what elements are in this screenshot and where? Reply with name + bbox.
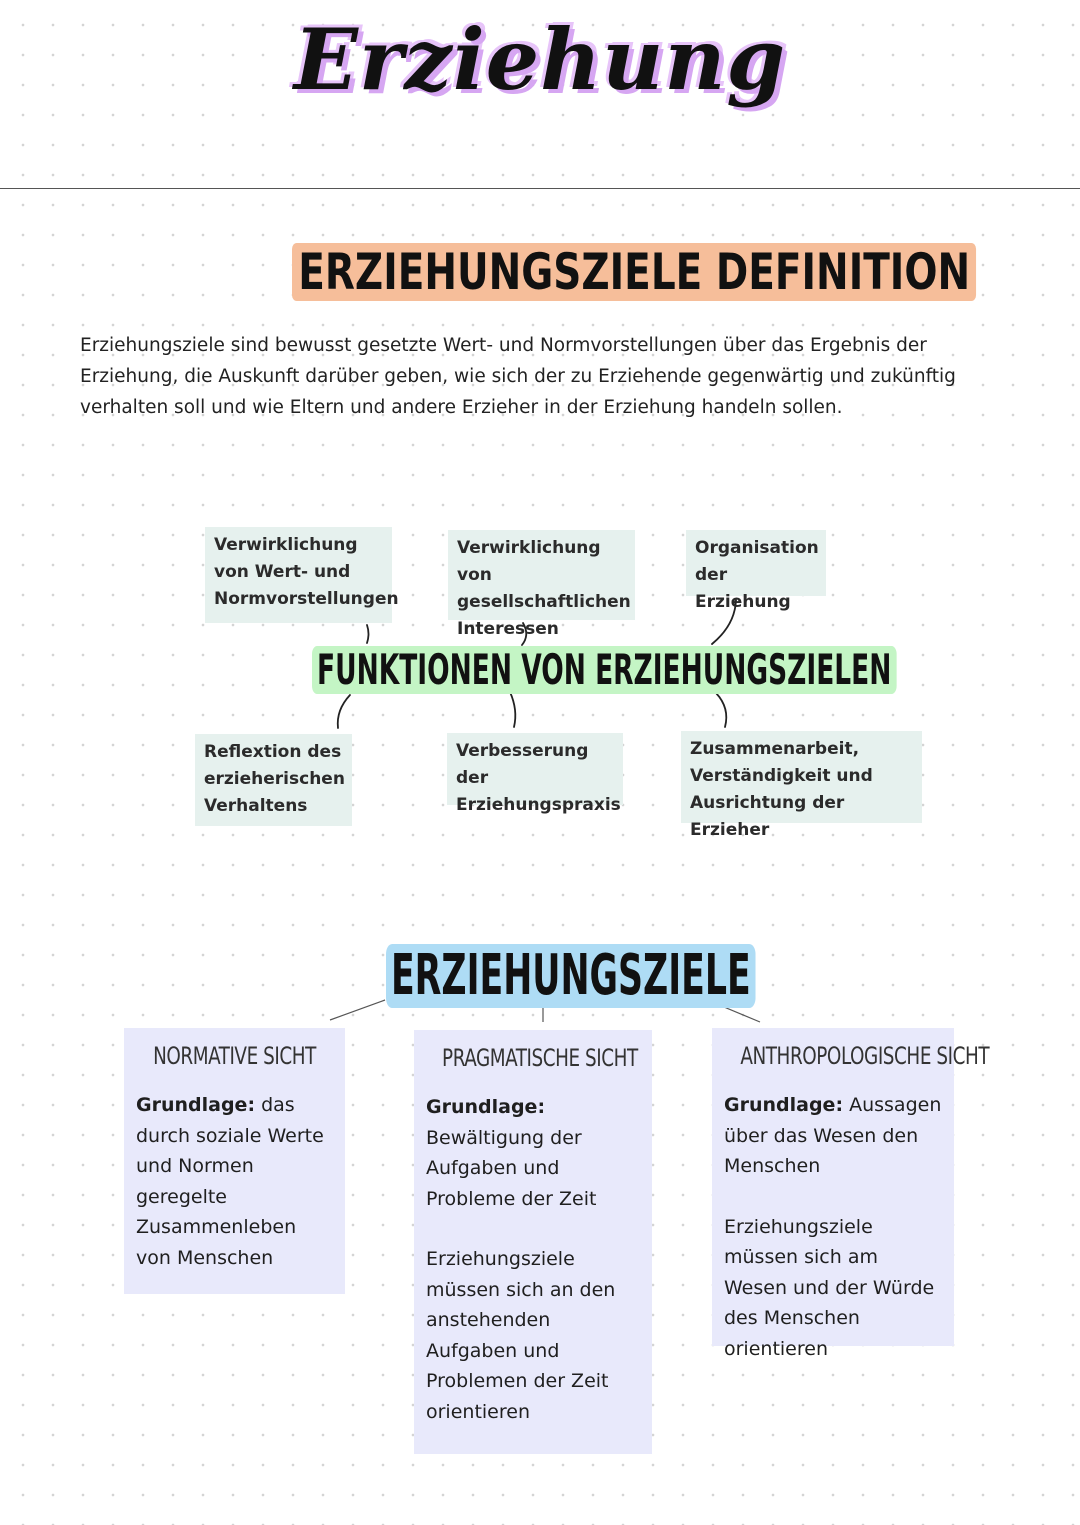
view-orientation-anthropological: Erziehungsziele müssen sich am Wesen und der Würde des Menschen orientieren (724, 1215, 935, 1360)
goals-heading (386, 944, 982, 1008)
connector-bottom-3 (716, 693, 726, 727)
view-box-pragmatic (414, 1030, 652, 1454)
functions-heading-text: FUNKTIONEN VON ERZIEHUNGSZIELEN (312, 646, 896, 694)
definition-heading-text: ERZIEHUNGSZIELE DEFINITION (292, 243, 976, 301)
basis-label: Grundlage: (724, 1094, 844, 1116)
connector-goal-left (330, 1000, 385, 1020)
view-basis-anthropological (724, 1090, 942, 1182)
function-box-3-text: Organisation der Erziehung (695, 538, 819, 612)
function-box-2-text: Verwirklichung von gesellschaftlichen Interessen (457, 538, 631, 639)
function-box-3 (686, 530, 826, 612)
function-box-5 (447, 733, 623, 815)
view-title-pragmatic: PRAGMATISCHE SICHT (442, 1044, 638, 1072)
page-title: Erziehung (293, 10, 787, 109)
function-box-5-text: Verbesserung der Erziehungspraxis (456, 741, 621, 815)
basis-label: Grundlage: (136, 1094, 256, 1116)
connector-bottom-1 (338, 695, 350, 728)
basis-label: Grundlage: (426, 1096, 546, 1118)
function-box-6-text: Zusammenarbeit, Verständigkeit und Ausrichtung der Erzieher (690, 739, 873, 840)
function-box-1 (205, 527, 399, 623)
connector-top-1 (367, 625, 369, 643)
goals-heading-text: ERZIEHUNGSZIELE (386, 944, 756, 1008)
function-box-4 (195, 734, 352, 826)
view-box-normative (124, 1028, 345, 1294)
view-title-normative: NORMATIVE SICHT (153, 1042, 316, 1070)
view-box-anthropological (712, 1028, 990, 1360)
function-box-4-text: Reflextion des erzieherischen Verhaltens (204, 742, 345, 816)
function-box-2 (448, 530, 635, 639)
function-box-1-text: Verwirklichung von Wert- und Normvorstellungen (214, 535, 399, 609)
definition-text: Erziehungsziele sind bewusst gesetzte Wert- und Normvorstellungen über das Ergebnis der Erziehung, die Auskunft darüber geben, wie sich der zu Erziehende gegenwärtig und zukünftig verhalten soll und wie Eltern und andere Erzieher in der Erziehung handeln sollen. (80, 335, 956, 418)
view-title-anthropological: ANTHROPOLOGISCHE SICHT (740, 1042, 990, 1070)
view-basis-normative (136, 1090, 333, 1273)
basis-text: das durch soziale Werte und Normen geregelte Zusammenleben von Menschen (136, 1094, 324, 1269)
basis-text: Aussagen über das Wesen den Menschen (724, 1094, 942, 1177)
basis-text: Bewältigung der Aufgaben und Probleme der Zeit (426, 1126, 597, 1210)
view-basis-pragmatic (426, 1092, 640, 1214)
functions-heading (312, 646, 1080, 694)
function-box-6 (681, 731, 922, 840)
view-orientation-pragmatic: Erziehungsziele müssen sich an den anstehenden Aufgaben und Problemen der Zeit orientieren (426, 1248, 616, 1423)
connector-bottom-2 (510, 692, 515, 727)
